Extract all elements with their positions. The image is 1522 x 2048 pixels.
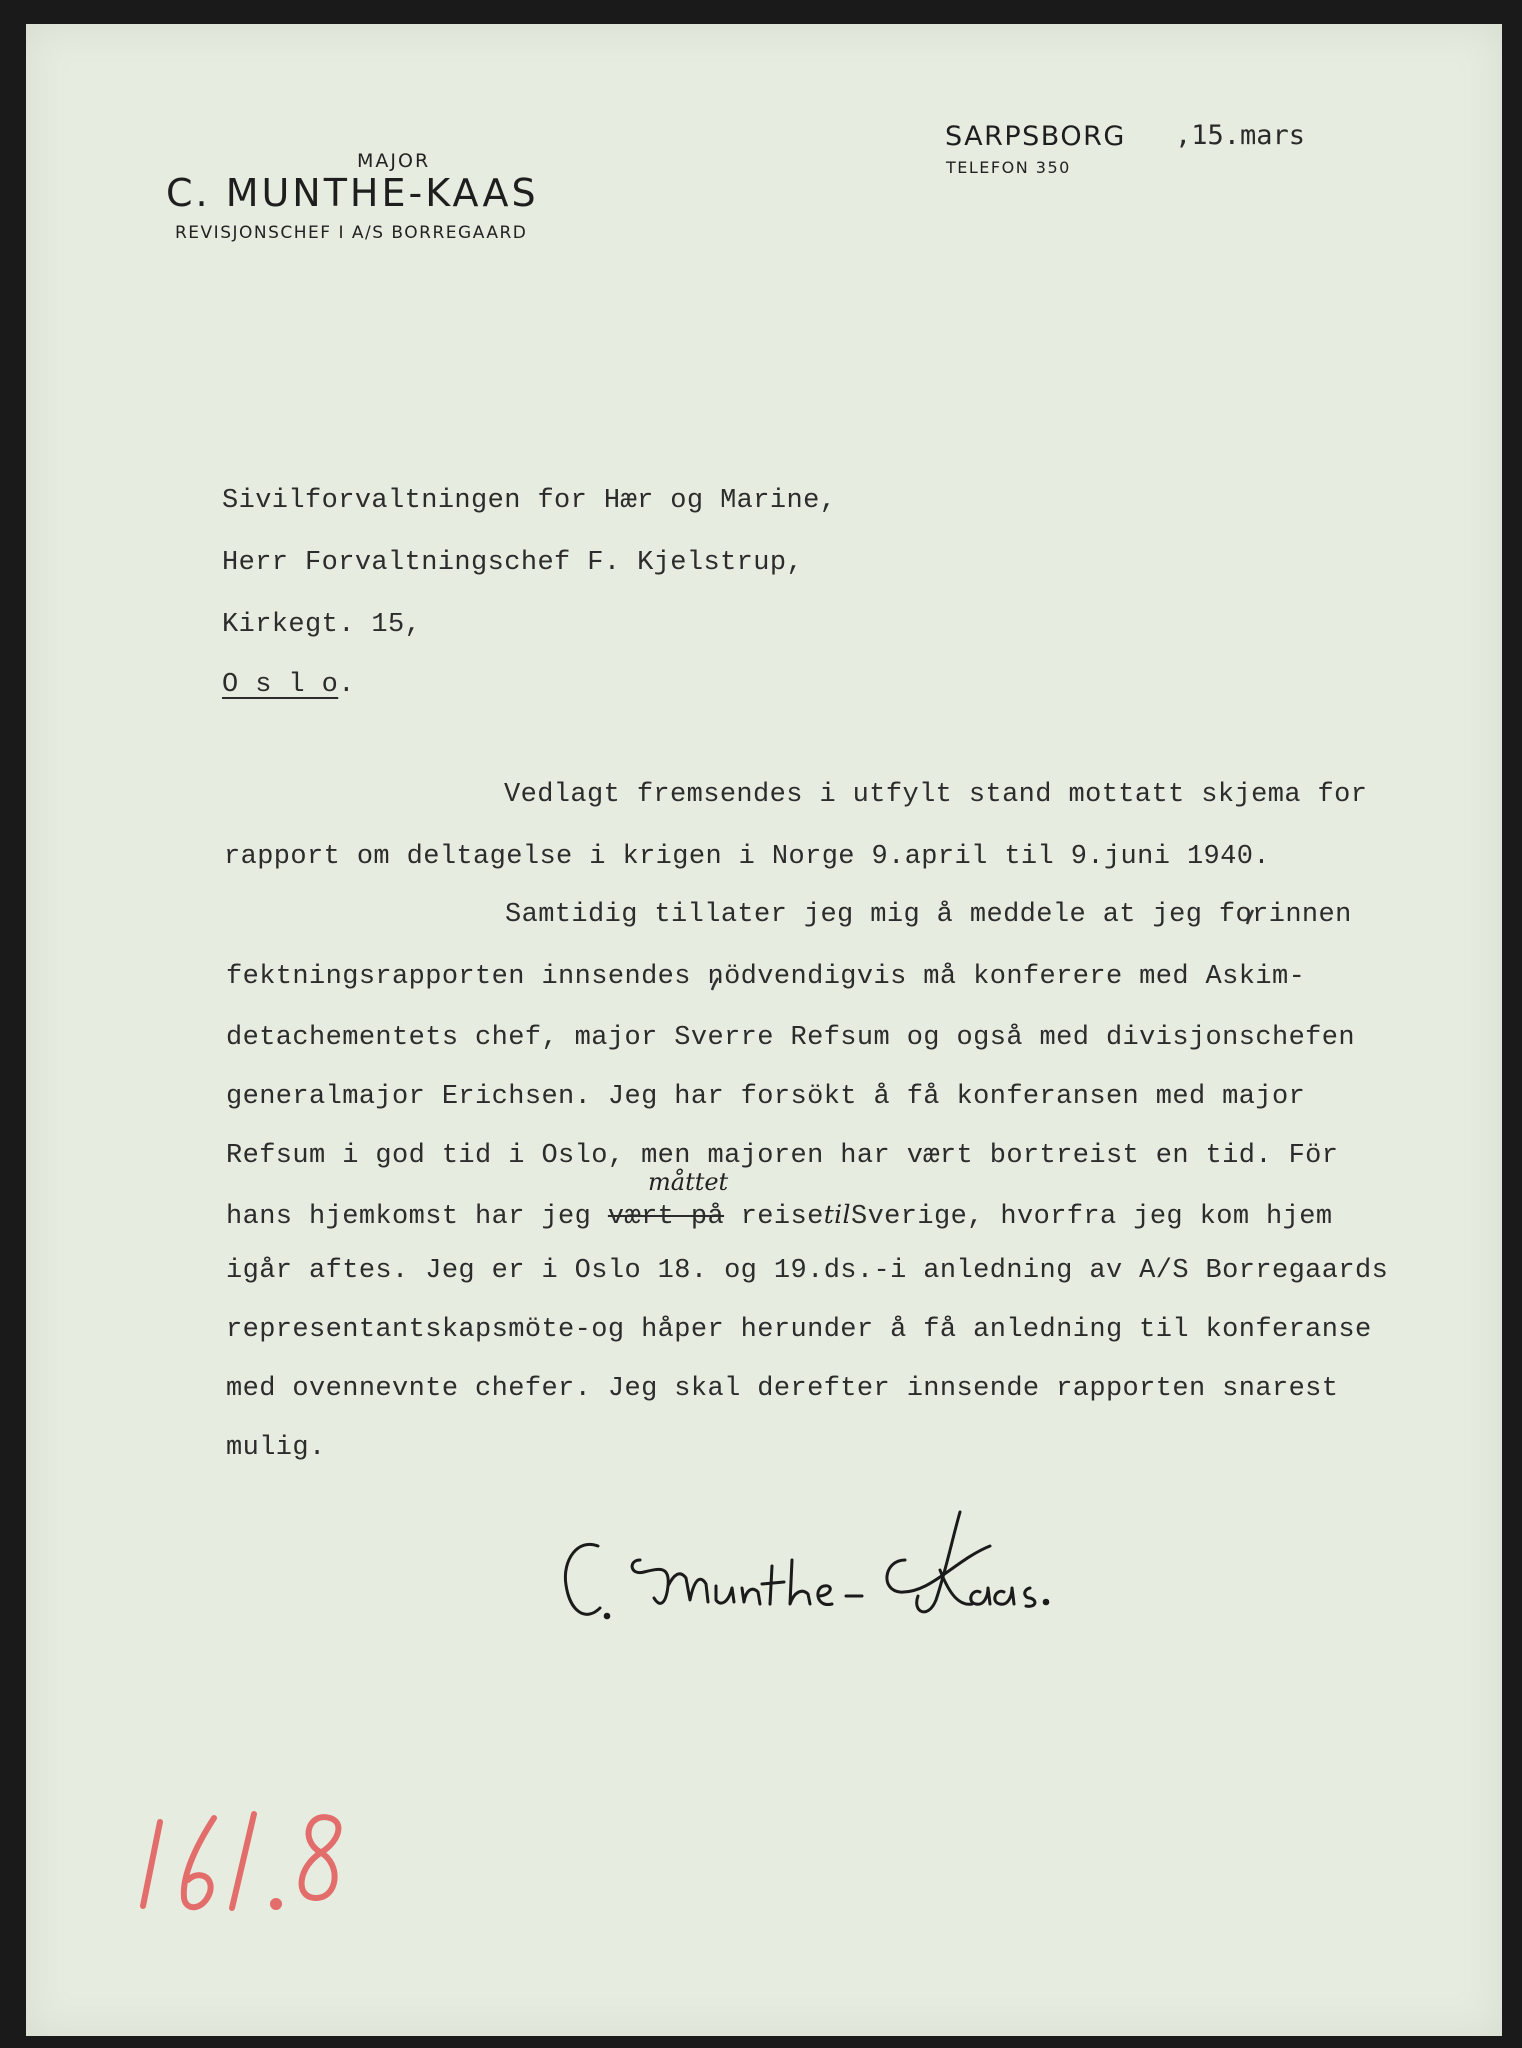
address-city-name: O s l o xyxy=(222,670,339,700)
body-p2-line-10: mulig. xyxy=(226,1433,326,1463)
struck-text: vært på xyxy=(607,1202,725,1232)
body-p2-line-6-a: hans hjemkomst har jeg xyxy=(226,1202,592,1232)
body-p1-line-1: Vedlagt fremsendes i utfylt stand mottatt skjema for xyxy=(504,780,1368,810)
address-city-punct: . xyxy=(338,670,355,700)
address-line-1: Sivilforvaltningen for Hær og Marine, xyxy=(222,486,837,516)
body-p2-line-6-c: Sverige, hvorfra jeg kom hjem xyxy=(850,1202,1333,1232)
body-p2-line-7: igår aftes. Jeg er i Oslo 18. og 19.ds.-i anledning av A/S Borregaards xyxy=(226,1256,1389,1286)
body-p2-line-8: representantskapsmöte-og håper herunder å få anledning til konferanse xyxy=(226,1315,1372,1345)
handwritten-insert-til: til xyxy=(823,1200,851,1229)
handwritten-insert-mattet: måttet xyxy=(648,1168,729,1196)
body-p2-line-9: med ovennevnte chefer. Jeg skal derefter innsende rapporten snarest xyxy=(226,1374,1339,1404)
letterhead-city: SARPSBORG xyxy=(945,121,1126,152)
letterhead-name: C. MUNTHE-KAAS xyxy=(166,171,539,215)
body-p2-line-2: fektningsrapporten innsendes nödvendigvis må konferere med Askim- xyxy=(226,962,1306,992)
letterhead-phone: TELEFON 350 xyxy=(946,158,1071,177)
body-p2-line-1: Samtidig tillater jeg mig å meddele at jeg forinnen xyxy=(505,900,1352,930)
body-p2-line-6-b: reise xyxy=(740,1202,824,1232)
body-p2-line-3: detachementets chef, major Sverre Refsum og også med divisjonschefen xyxy=(226,1023,1355,1053)
letterhead-position: REVISJONSCHEF I A/S BORREGAARD xyxy=(175,223,528,243)
address-line-3: Kirkegt. 15, xyxy=(222,610,422,640)
letterhead-rank: MAJOR xyxy=(357,150,431,172)
body-p2-line-4: generalmajor Erichsen. Jeg har forsökt å få konferansen med major xyxy=(226,1082,1306,1112)
body-p1-line-2: rapport om deltagelse i krigen i Norge 9.april til 9.juni 1940. xyxy=(224,842,1270,872)
address-line-2: Herr Forvaltningschef F. Kjelstrup, xyxy=(222,548,804,578)
body-p2-line-5: Refsum i god tid i Oslo, men majoren har vært bortreist en tid. För xyxy=(226,1141,1339,1171)
letter-date: ,15.mars xyxy=(1175,120,1306,151)
